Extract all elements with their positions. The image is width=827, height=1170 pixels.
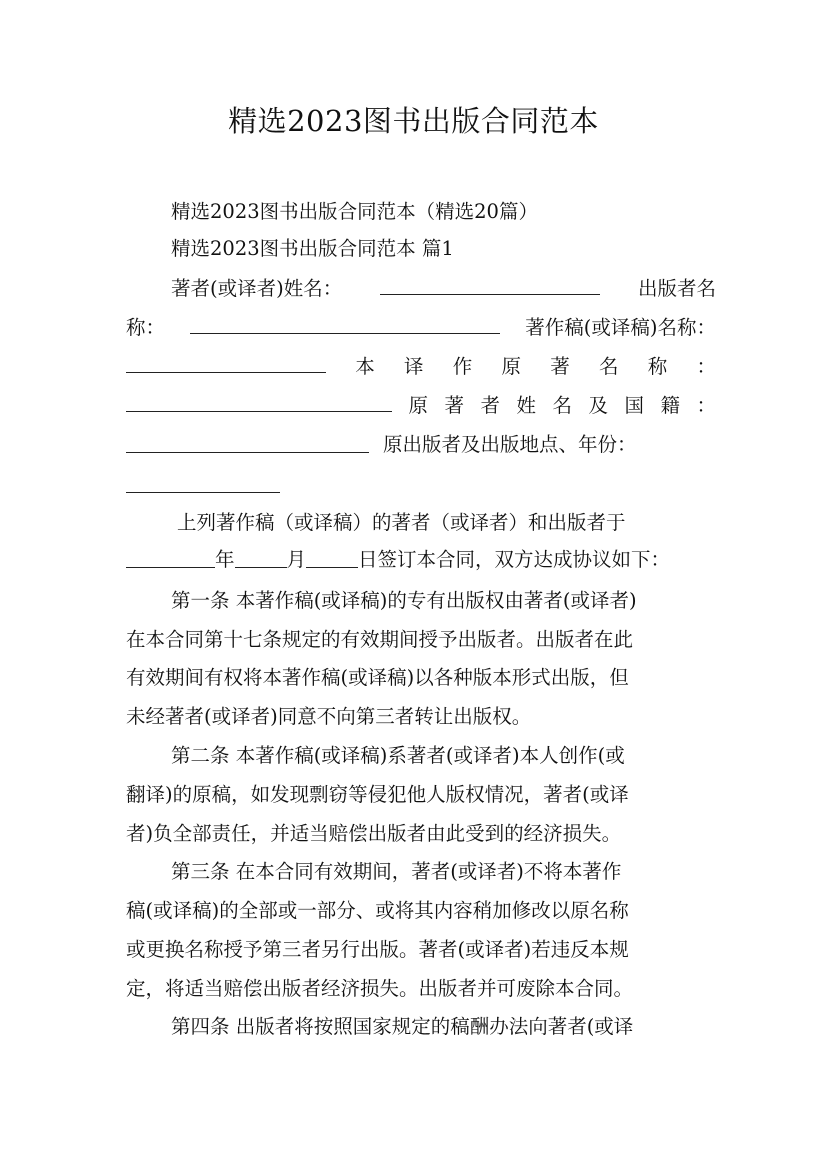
section-heading: 精选2023图书出版合同范本 篇1 (171, 237, 454, 260)
publisher-name-label-end: 称： (126, 316, 166, 339)
original-publisher-label: 原出版者及出版地点、年份： (383, 433, 637, 456)
signing-date-line (126, 545, 716, 575)
author-name-field[interactable] (380, 274, 600, 295)
article-2-line-1: 第二条 本著作稿(或译稿)系著者(或译者)本人创作(或 (171, 744, 625, 767)
author-name-line (126, 274, 716, 304)
article-4-line-1: 第四条 出版者将按照国家规定的稿酬办法向著者(或译 (171, 1015, 634, 1038)
original-author-label-char: 姓 (516, 394, 536, 417)
original-author-label-char: 著 (444, 394, 464, 417)
original-title-label-char: 本 (355, 355, 375, 378)
month-field[interactable] (235, 547, 287, 568)
original-title-field[interactable] (126, 391, 392, 412)
month-label: 月 (286, 548, 307, 571)
publisher-name-field[interactable] (190, 313, 500, 334)
manuscript-title-field[interactable] (126, 352, 326, 373)
article-3-line-3: 或更换名称授予第三者另行出版。著者(或译者)若违反本规 (126, 938, 629, 961)
year-label: 年 (215, 548, 235, 571)
author-name-label: 著者(或译者)姓名： (171, 277, 343, 300)
original-author-label-char: 及 (588, 394, 608, 417)
original-publisher-line (126, 430, 716, 460)
original-publisher-field[interactable] (126, 472, 280, 493)
article-1-line-3: 有效期间有权将本著作稿(或译稿)以各种版本形式出版，但 (126, 666, 629, 689)
day-label: 日签订本合同，双方达成协议如下： (358, 548, 671, 571)
original-author-label-char: 国 (624, 394, 644, 417)
original-author-label-char: ： (696, 394, 716, 417)
article-1-line-2: 在本合同第十七条规定的有效期间授予出版者。出版者在此 (126, 628, 634, 651)
year-field[interactable] (126, 547, 215, 568)
article-3-line-1: 第三条 在本合同有效期间，著者(或译者)不将本著作 (171, 860, 622, 883)
subtitle-line: 精选2023图书出版合同范本（精选20篇） (171, 200, 538, 223)
agreement-intro-line: 上列著作稿（或译稿）的著者（或译者）和出版者于 (177, 511, 626, 534)
article-2-line-2: 翻译)的原稿，如发现剽窃等侵犯他人版权情况，著者(或译 (126, 783, 629, 806)
original-title-label-char: 著 (550, 355, 570, 378)
original-title-label-char: ： (696, 355, 716, 378)
original-author-label-char: 原 (408, 394, 428, 417)
original-title-label-char: 称 (647, 355, 668, 378)
original-publisher-blank-line (126, 470, 716, 500)
original-author-field[interactable] (126, 432, 369, 453)
original-title-label-char: 作 (452, 355, 473, 378)
original-title-line (126, 352, 716, 382)
original-author-label-char: 籍 (660, 394, 680, 417)
original-title-label-char: 名 (598, 355, 619, 378)
document-title: 精选2023图书出版合同范本 (228, 104, 599, 138)
original-author-label-char: 者 (480, 394, 500, 417)
article-2-line-3: 者)负全部责任，并适当赔偿出版者由此受到的经济损失。 (126, 822, 622, 845)
day-field[interactable] (306, 547, 358, 568)
original-title-label-char: 译 (403, 355, 424, 378)
article-1-line-1: 第一条 本著作稿(或译稿)的专有出版权由著者(或译者) (171, 589, 637, 612)
original-author-line (126, 391, 716, 421)
article-3-line-2: 稿(或译稿)的全部或一部分、或将其内容稍加修改以原名称 (126, 899, 629, 922)
publisher-name-label-start: 出版者名 (637, 277, 716, 300)
article-3-line-4: 定，将适当赔偿出版者经济损失。出版者并可废除本合同。 (126, 977, 634, 1000)
article-1-line-4: 未经著者(或译者)同意不向第三者转让出版权。 (126, 705, 532, 728)
original-author-label-char: 名 (552, 394, 572, 417)
original-title-label-char: 原 (501, 355, 521, 378)
manuscript-title-label: 著作稿(或译稿)名称： (525, 316, 716, 339)
manuscript-title-line (126, 313, 716, 343)
